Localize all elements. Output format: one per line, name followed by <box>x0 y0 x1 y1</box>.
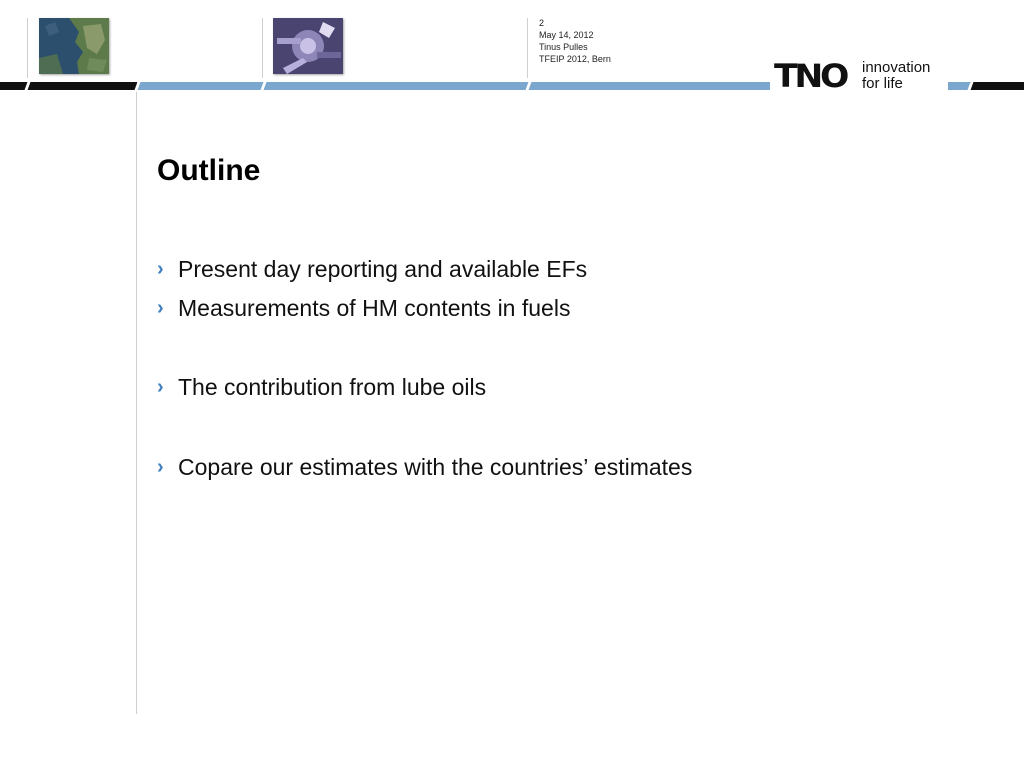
header-divider-1 <box>27 18 28 78</box>
header-band-left <box>0 82 137 90</box>
bullet-text: Measurements of HM contents in fuels <box>178 294 571 321</box>
satellite-map-thumbnail <box>39 18 109 74</box>
event-name: TFEIP 2012, Bern <box>539 54 611 64</box>
chevron-right-icon: › <box>157 375 164 398</box>
chevron-right-icon: › <box>157 257 164 280</box>
presentation-date: May 14, 2012 <box>539 30 594 40</box>
bullet-item <box>157 452 692 482</box>
header-band-blue-3 <box>530 82 772 90</box>
bullet-item <box>157 254 587 284</box>
chevron-right-icon: › <box>157 296 164 319</box>
bullet-text: Present day reporting and available EFs <box>178 255 588 282</box>
tno-logo <box>770 58 948 94</box>
content-left-divider <box>136 92 137 714</box>
bullet-text: Copare our estimates with the countries’ estimates <box>178 453 693 480</box>
header-band-right <box>970 82 1024 90</box>
tagline-line-2: for life <box>862 75 903 92</box>
tagline-line-1: innovation <box>862 59 931 76</box>
bullet-item <box>157 372 486 402</box>
slide-number: 2 <box>539 18 545 28</box>
bullet-item <box>157 293 570 323</box>
bullet-text: The contribution from lube oils <box>178 373 487 400</box>
header-divider-3 <box>527 18 528 78</box>
slide-title: Outline <box>157 154 261 187</box>
slide-meta <box>539 17 611 65</box>
chevron-right-icon: › <box>157 455 164 478</box>
tno-tagline <box>862 60 930 92</box>
header-divider-2 <box>262 18 263 78</box>
industrial-equipment-thumbnail <box>273 18 343 74</box>
header-band-blue-1 <box>137 82 265 90</box>
tno-wordmark: TNO <box>774 57 847 95</box>
presenter-name: Tinus Pulles <box>539 42 588 52</box>
header-band-blue-2 <box>265 82 530 90</box>
